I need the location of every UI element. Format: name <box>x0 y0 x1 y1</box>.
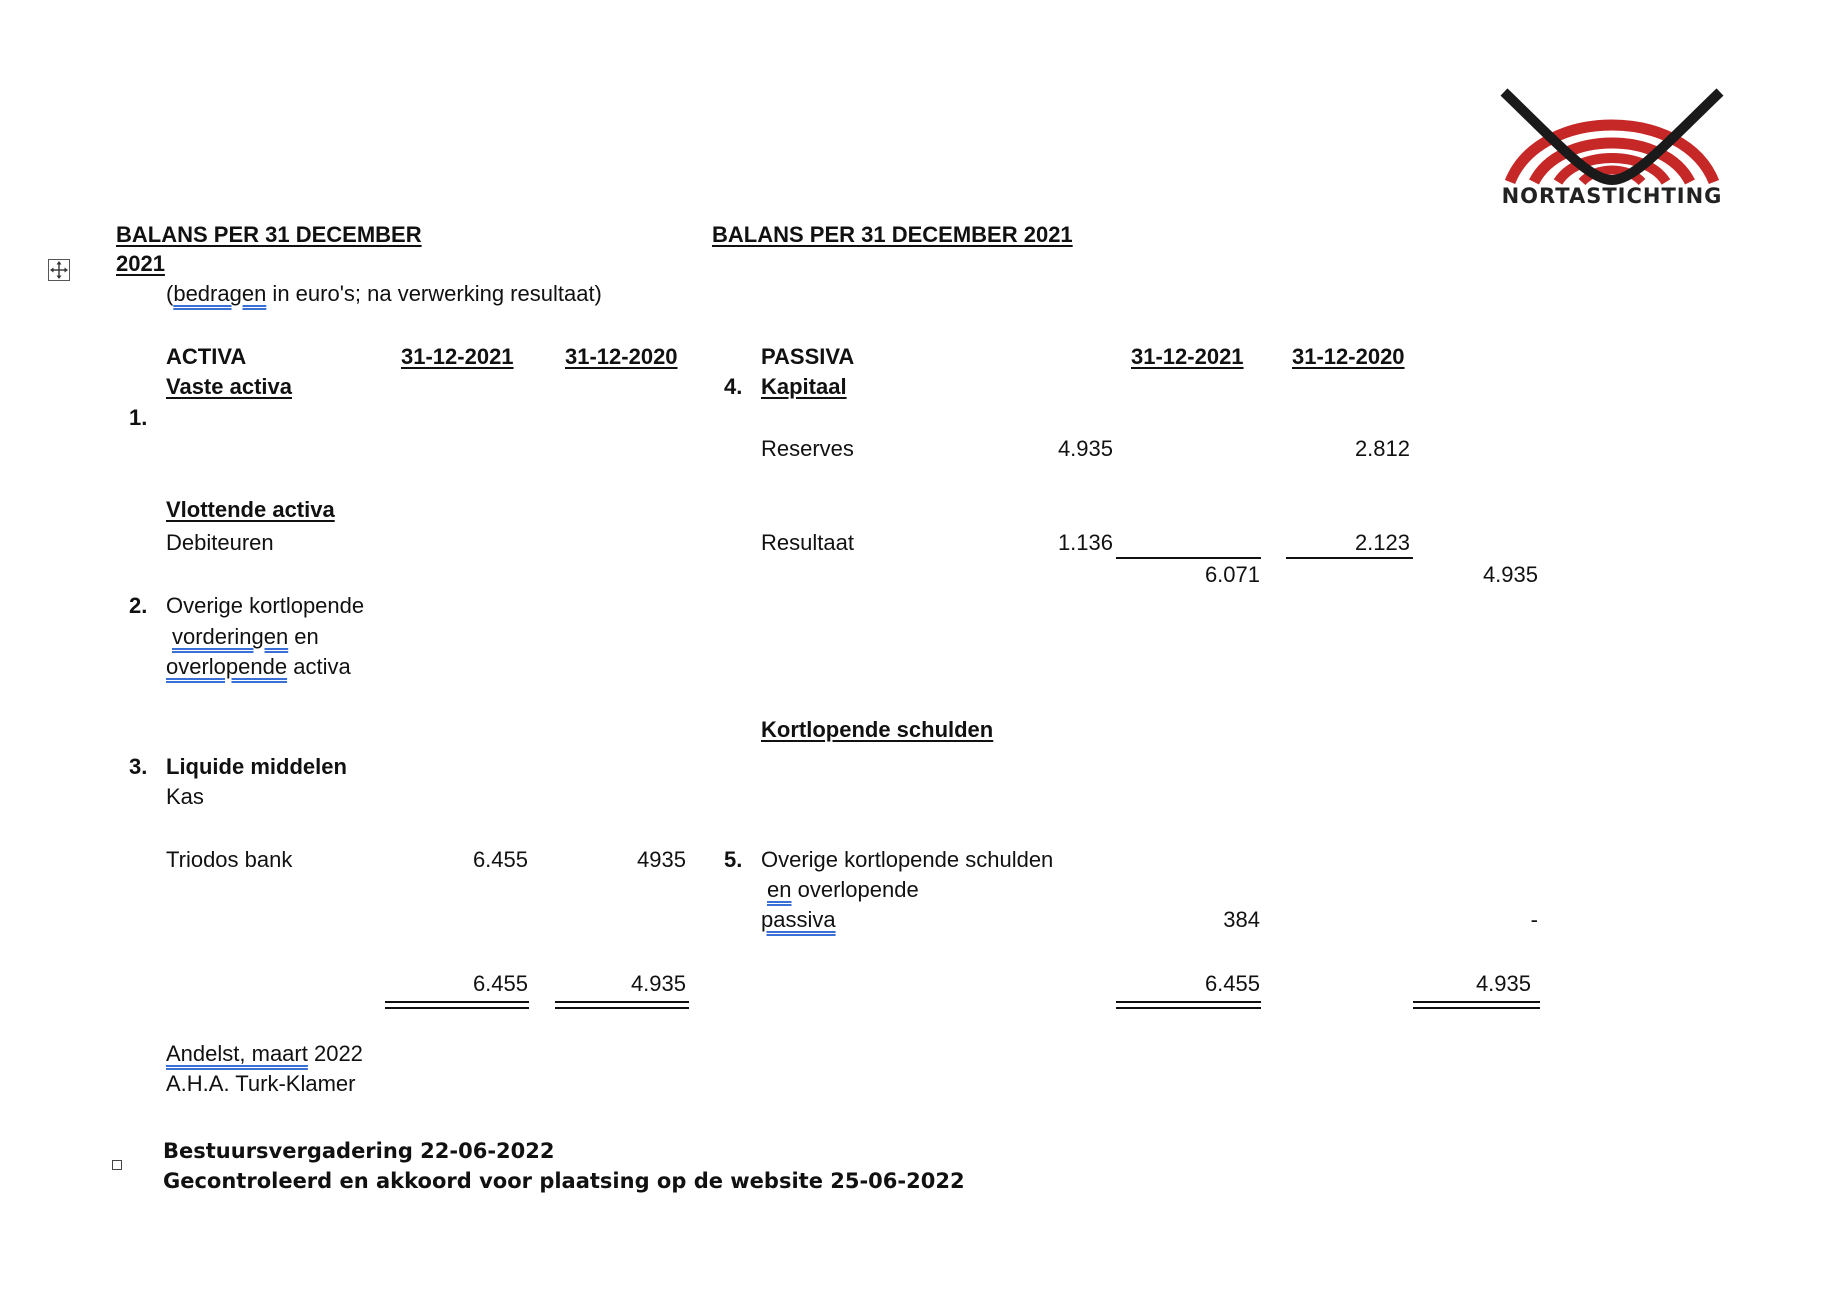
resultaat-2020-rule <box>1286 557 1413 559</box>
passiva-col-2020: 31-12-2020 <box>1292 344 1405 369</box>
subtitle-prefix: ( <box>166 281 174 306</box>
subtitle <box>166 281 602 307</box>
paragraph-checkbox[interactable] <box>112 1160 122 1170</box>
overige-vorderingen-line1: Overige kortlopende <box>166 593 365 618</box>
item-number-5: 5. <box>724 847 743 872</box>
overige-schulden-line2-rest: overlopende <box>791 877 919 902</box>
resultaat-label: Resultaat <box>761 530 854 555</box>
reserves-value-2021: 4.935 <box>1057 436 1113 461</box>
signature-name: A.H.A. Turk-Klamer <box>166 1071 356 1096</box>
passiva-col-2021: 31-12-2021 <box>1131 344 1244 369</box>
kas-label: Kas <box>166 784 204 809</box>
item-number-4: 4. <box>724 374 743 399</box>
debiteuren-label: Debiteuren <box>166 530 274 555</box>
kapitaal-subtotal-2021: 6.071 <box>1204 562 1260 587</box>
activa-total-2020: 4.935 <box>630 971 686 996</box>
move-icon <box>49 260 69 280</box>
spell-word-passiva[interactable]: passiva <box>761 907 836 932</box>
passiva-heading: PASSIVA <box>761 344 855 369</box>
vlottende-activa-heading: Vlottende activa <box>166 497 335 522</box>
resultaat-value-2021: 1.136 <box>1057 530 1113 555</box>
resultaat-value-2020: 2.123 <box>1354 530 1410 555</box>
footer-gecontroleerd: Gecontroleerd en akkoord voor plaatsing op de website 25-06-2022 <box>163 1169 965 1193</box>
passiva-total-2020: 4.935 <box>1475 971 1531 996</box>
passiva-total-2021: 6.455 <box>1204 971 1260 996</box>
overige-vorderingen-line2 <box>172 624 319 650</box>
overige-schulden-line1: Overige kortlopende schulden <box>761 847 1054 872</box>
title-right: BALANS PER 31 DECEMBER 2021 <box>712 222 1073 247</box>
item-number-3: 3. <box>129 754 148 779</box>
overige-schulden-line3 <box>761 907 836 933</box>
reserves-value-2020: 2.812 <box>1354 436 1410 461</box>
table-move-handle[interactable] <box>48 259 70 281</box>
title-left-line1: BALANS PER 31 DECEMBER <box>116 222 422 247</box>
subtitle-spell-word[interactable]: bedragen <box>173 281 267 306</box>
spell-word-en[interactable]: en <box>767 877 792 902</box>
triodos-value-2021: 6.455 <box>472 847 528 872</box>
item-number-2: 2. <box>129 593 148 618</box>
kortlopende-schulden-heading: Kortlopende schulden <box>761 717 994 742</box>
activa-col-2020: 31-12-2020 <box>565 344 678 369</box>
triodos-value-2020: 4935 <box>637 847 686 872</box>
kapitaal-subtotal-2020: 4.935 <box>1482 562 1538 587</box>
signature-place-date <box>166 1041 363 1067</box>
passiva-total-2021-double-rule <box>1116 1001 1261 1009</box>
overige-vorderingen-line3 <box>166 654 351 680</box>
overige-schulden-2021: 384 <box>1223 907 1260 932</box>
overige-schulden-line2 <box>767 877 919 903</box>
overige-schulden-2020: - <box>1530 907 1538 932</box>
title-left-line2: 2021 <box>116 251 165 276</box>
triodos-bank-label: Triodos bank <box>166 847 293 872</box>
overige-line3-rest: activa <box>287 654 351 679</box>
activa-col-2021: 31-12-2021 <box>401 344 514 369</box>
activa-total-2021: 6.455 <box>472 971 528 996</box>
footer-bestuursvergadering: Bestuursvergadering 22-06-2022 <box>163 1139 555 1163</box>
activa-heading: ACTIVA <box>166 344 247 369</box>
spell-word-andelst[interactable]: Andelst, <box>166 1041 246 1066</box>
spell-word-overlopende[interactable]: overlopende <box>166 654 288 679</box>
subtitle-rest: in euro's; na verwerking resultaat) <box>266 281 602 306</box>
overige-line2-rest: en <box>288 624 319 649</box>
reserves-label: Reserves <box>761 436 854 461</box>
kapitaal-heading: Kapitaal <box>761 374 847 399</box>
item-number-1: 1. <box>129 405 148 430</box>
spell-word-vorderingen[interactable]: vorderingen <box>172 624 289 649</box>
signature-year: 2022 <box>307 1041 363 1066</box>
activa-total-2020-double-rule <box>555 1001 689 1009</box>
resultaat-2021-rule <box>1116 557 1261 559</box>
activa-total-2021-double-rule <box>385 1001 529 1009</box>
passiva-total-2020-double-rule <box>1413 1001 1540 1009</box>
liquide-middelen-heading: Liquide middelen <box>166 754 347 779</box>
vaste-activa-heading: Vaste activa <box>166 374 292 399</box>
logo-text: NORTASTICHTING <box>1501 184 1723 208</box>
spell-word-maart[interactable]: maart <box>245 1041 308 1066</box>
